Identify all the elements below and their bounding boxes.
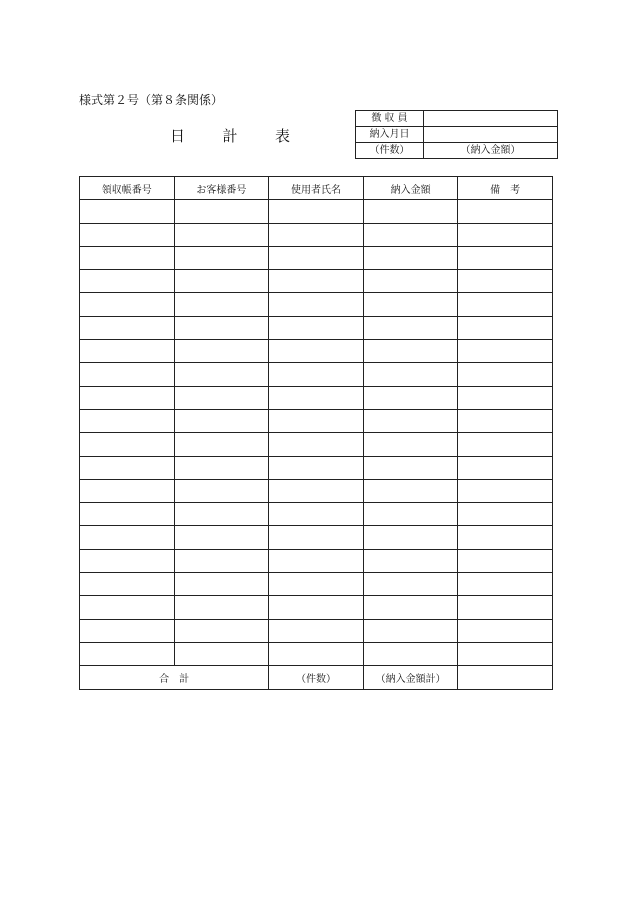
payment-amount-cell[interactable] [363,246,458,269]
receipt-book-number-cell[interactable] [80,526,175,549]
customer-number-cell[interactable] [174,223,269,246]
user-name-cell[interactable] [269,642,364,665]
user-name-cell[interactable] [269,246,364,269]
payment-amount-cell[interactable] [363,433,458,456]
user-name-cell[interactable] [269,619,364,642]
user-name-cell[interactable] [269,456,364,479]
customer-number-cell[interactable] [174,479,269,502]
title-char: 表 [274,127,290,145]
table-body [80,200,553,666]
remarks-cell[interactable] [458,573,553,596]
user-name-cell[interactable] [269,316,364,339]
customer-number-cell[interactable] [174,549,269,572]
user-name-cell[interactable] [269,573,364,596]
table-header-row [80,177,553,200]
column-header-customer-number: お客様番号 [174,177,269,200]
remarks-cell[interactable] [458,619,553,642]
receipt-book-number-cell[interactable] [80,456,175,479]
remarks-cell[interactable] [458,293,553,316]
payment-date-label: 納入月日 [356,127,424,143]
table-row [80,316,553,339]
customer-number-cell[interactable] [174,409,269,432]
payment-amount-cell[interactable] [363,409,458,432]
table-row [80,549,553,572]
payment-amount-cell[interactable] [363,596,458,619]
table-row [80,293,553,316]
payment-amount-cell[interactable] [363,549,458,572]
receipt-book-number-cell[interactable] [80,619,175,642]
user-name-cell[interactable] [269,596,364,619]
remarks-cell[interactable] [458,456,553,479]
receipt-book-number-cell[interactable] [80,503,175,526]
user-name-cell[interactable] [269,433,364,456]
payment-amount-cell[interactable] [363,642,458,665]
table-row [80,479,553,502]
receipt-book-number-cell[interactable] [80,316,175,339]
receipt-book-number-cell[interactable] [80,433,175,456]
table-row [80,642,553,665]
remarks-cell[interactable] [458,526,553,549]
receipt-book-number-cell[interactable] [80,386,175,409]
count-label: （件数） [356,143,424,159]
column-header-receipt-book-number: 領収帳番号 [80,177,175,200]
table-row [80,526,553,549]
footer-remarks-cell[interactable] [458,666,553,689]
title-char: 計 [222,127,238,145]
remarks-cell[interactable] [458,642,553,665]
payment-amount-cell[interactable] [363,223,458,246]
receipt-book-number-cell[interactable] [80,270,175,293]
remarks-cell[interactable] [458,433,553,456]
customer-number-cell[interactable] [174,503,269,526]
customer-number-cell[interactable] [174,526,269,549]
column-header-user-name: 使用者氏名 [269,177,364,200]
footer-amount-total-label: （納入金額計） [363,666,458,689]
customer-number-cell[interactable] [174,270,269,293]
total-label: 合 計 [80,666,269,689]
receipt-book-number-cell[interactable] [80,549,175,572]
payment-amount-cell[interactable] [363,363,458,386]
payment-date-field[interactable] [424,127,558,143]
remarks-cell[interactable] [458,549,553,572]
page-title [170,127,290,145]
payment-amount-cell[interactable] [363,479,458,502]
customer-number-cell[interactable] [174,293,269,316]
customer-number-cell[interactable] [174,363,269,386]
column-header-payment-amount: 納入金額 [363,177,458,200]
table-row [80,456,553,479]
payment-amount-cell[interactable] [363,386,458,409]
receipt-book-number-cell[interactable] [80,200,175,223]
table-row [80,363,553,386]
remarks-cell[interactable] [458,409,553,432]
table-row [80,386,553,409]
remarks-cell[interactable] [458,223,553,246]
remarks-cell[interactable] [458,200,553,223]
footer-count-label: （件数） [269,666,364,689]
payment-amount-cell[interactable] [363,573,458,596]
table-row [80,573,553,596]
remarks-cell[interactable] [458,340,553,363]
table-row [80,223,553,246]
payment-amount-cell[interactable] [363,316,458,339]
user-name-cell[interactable] [269,386,364,409]
table-row [80,596,553,619]
table-row [80,503,553,526]
user-name-cell[interactable] [269,340,364,363]
user-name-cell[interactable] [269,270,364,293]
user-name-cell[interactable] [269,200,364,223]
receipt-book-number-cell[interactable] [80,223,175,246]
remarks-cell[interactable] [458,246,553,269]
receipt-book-number-cell[interactable] [80,573,175,596]
payment-amount-cell[interactable] [363,456,458,479]
remarks-cell[interactable] [458,316,553,339]
receipt-book-number-cell[interactable] [80,293,175,316]
table-row [80,619,553,642]
remarks-cell[interactable] [458,270,553,293]
receipt-book-number-cell[interactable] [80,409,175,432]
collector-summary-box [355,110,558,159]
payment-amount-cell[interactable] [363,270,458,293]
payment-amount-cell[interactable] [363,200,458,223]
receipt-book-number-cell[interactable] [80,363,175,386]
table-row [80,246,553,269]
payment-amount-cell[interactable] [363,526,458,549]
customer-number-cell[interactable] [174,642,269,665]
remarks-cell[interactable] [458,479,553,502]
user-name-cell[interactable] [269,293,364,316]
customer-number-cell[interactable] [174,619,269,642]
remarks-cell[interactable] [458,596,553,619]
table-row [80,409,553,432]
table-row [80,200,553,223]
table-footer-row [80,666,553,689]
remarks-cell[interactable] [458,503,553,526]
customer-number-cell[interactable] [174,340,269,363]
payment-amount-cell[interactable] [363,293,458,316]
remarks-cell[interactable] [458,363,553,386]
payment-amount-cell[interactable] [363,503,458,526]
payment-amount-cell[interactable] [363,619,458,642]
user-name-cell[interactable] [269,409,364,432]
user-name-cell[interactable] [269,479,364,502]
receipt-book-number-cell[interactable] [80,479,175,502]
table-row [80,433,553,456]
column-header-remarks: 備 考 [458,177,553,200]
customer-number-cell[interactable] [174,456,269,479]
payment-amount-cell[interactable] [363,340,458,363]
table-row [80,270,553,293]
user-name-cell[interactable] [269,363,364,386]
customer-number-cell[interactable] [174,573,269,596]
table-row [80,340,553,363]
user-name-cell[interactable] [269,503,364,526]
receipt-book-number-cell[interactable] [80,246,175,269]
title-char: 日 [170,127,186,145]
customer-number-cell[interactable] [174,433,269,456]
customer-number-cell[interactable] [174,386,269,409]
customer-number-cell[interactable] [174,200,269,223]
user-name-cell[interactable] [269,549,364,572]
receipt-book-number-cell[interactable] [80,596,175,619]
receipt-book-number-cell[interactable] [80,340,175,363]
form-number: 様式第２号（第８条関係） [79,93,224,107]
collector-field[interactable] [424,111,558,127]
customer-number-cell[interactable] [174,246,269,269]
user-name-cell[interactable] [269,526,364,549]
daily-total-table [79,176,553,690]
user-name-cell[interactable] [269,223,364,246]
receipt-book-number-cell[interactable] [80,642,175,665]
customer-number-cell[interactable] [174,596,269,619]
collector-label: 徴 収 員 [356,111,424,127]
amount-label: （納入金額） [424,143,558,159]
customer-number-cell[interactable] [174,316,269,339]
remarks-cell[interactable] [458,386,553,409]
